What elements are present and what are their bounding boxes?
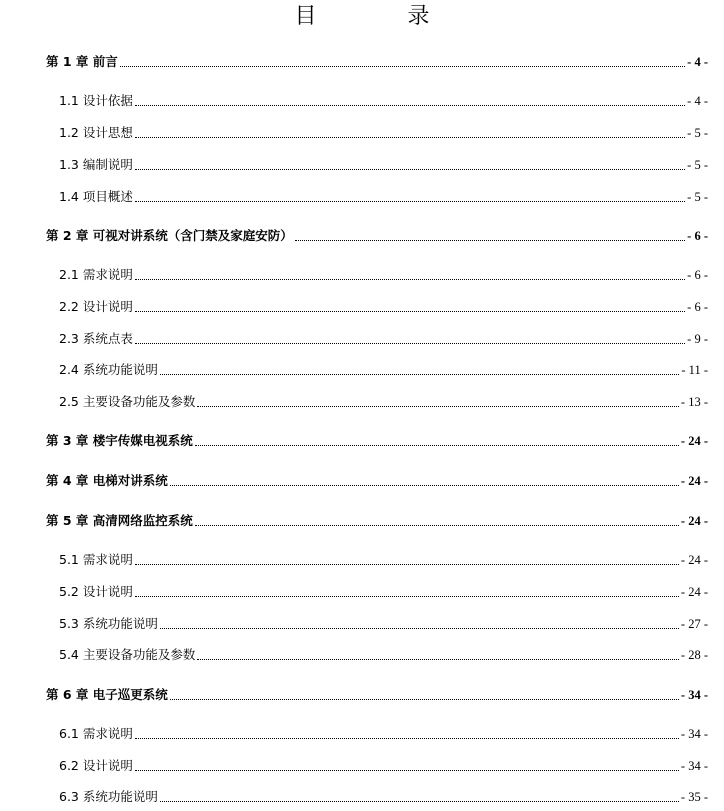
toc-entry-label: 2.5 主要设备功能及参数	[59, 394, 196, 409]
toc-entry-page-number: - 24 -	[680, 514, 708, 528]
toc-section-entry[interactable]	[59, 123, 708, 141]
toc-chapter-entry[interactable]	[46, 431, 708, 449]
toc-entry-label: 第 6 章 电子巡更系统	[46, 687, 168, 702]
toc-chapter-entry[interactable]	[46, 226, 708, 244]
toc-entry-page-number: - 24 -	[680, 585, 708, 599]
toc-dot-leader	[160, 374, 680, 375]
toc-chapter-entry[interactable]	[46, 685, 708, 703]
toc-entry-label: 2.2 设计说明	[59, 299, 133, 314]
toc-title: 目 录	[294, 4, 472, 29]
toc-entry-page-number: - 5 -	[687, 158, 708, 172]
toc-entry-page-number: - 6 -	[687, 268, 708, 282]
toc-entry-label: 1.2 设计思想	[59, 125, 133, 140]
toc-entry-label: 1.1 设计依据	[59, 93, 133, 108]
toc-dot-leader	[135, 564, 679, 565]
toc-entry-label: 第 5 章 高清网络监控系统	[46, 513, 193, 528]
toc-entry-label: 5.3 系统功能说明	[59, 616, 158, 631]
toc-entry-page-number: - 24 -	[680, 474, 708, 488]
toc-dot-leader	[170, 699, 679, 700]
toc-section-entry[interactable]	[59, 265, 708, 283]
toc-entry-page-number: - 4 -	[687, 55, 708, 69]
toc-entry-label: 2.1 需求说明	[59, 267, 133, 282]
toc-entry-label: 第 1 章 前言	[46, 54, 118, 69]
toc-entry-label: 1.3 编制说明	[59, 157, 133, 172]
toc-section-entry[interactable]	[59, 756, 708, 774]
toc-entry-page-number: - 13 -	[680, 395, 708, 409]
toc-entry-label: 5.1 需求说明	[59, 552, 133, 567]
toc-entry-page-number: - 27 -	[680, 617, 708, 631]
toc-section-entry[interactable]	[59, 187, 708, 205]
toc-entry-label: 6.3 系统功能说明	[59, 789, 158, 804]
toc-dot-leader	[135, 770, 679, 771]
toc-entry-page-number: - 11 -	[681, 363, 708, 377]
toc-dot-leader	[135, 343, 685, 344]
toc-entry-label: 第 2 章 可视对讲系统（含门禁及家庭安防）	[46, 228, 293, 243]
toc-dot-leader	[135, 105, 685, 106]
toc-entry-label: 5.2 设计说明	[59, 584, 133, 599]
toc-dot-leader	[197, 406, 679, 407]
toc-entry-label: 6.1 需求说明	[59, 726, 133, 741]
toc-dot-leader	[135, 596, 679, 597]
toc-entry-page-number: - 24 -	[680, 553, 708, 567]
toc-section-entry[interactable]	[59, 392, 708, 410]
toc-section-entry[interactable]	[59, 297, 708, 315]
toc-section-entry[interactable]	[59, 329, 708, 347]
toc-entry-page-number: - 5 -	[687, 190, 708, 204]
toc-section-entry[interactable]	[59, 360, 708, 378]
toc-entry-page-number: - 34 -	[680, 759, 708, 773]
toc-section-entry[interactable]	[59, 91, 708, 109]
toc-dot-leader	[135, 738, 679, 739]
toc-dot-leader	[170, 485, 679, 486]
toc-chapter-entry[interactable]	[46, 471, 708, 489]
toc-entry-label: 6.2 设计说明	[59, 758, 133, 773]
toc-entry-label: 2.3 系统点表	[59, 331, 133, 346]
toc-entry-page-number: - 28 -	[680, 648, 708, 662]
toc-entry-page-number: - 5 -	[687, 126, 708, 140]
toc-chapter-entry[interactable]	[46, 511, 708, 529]
toc-dot-leader	[135, 137, 685, 138]
toc-section-entry[interactable]	[59, 724, 708, 742]
toc-entry-page-number: - 35 -	[680, 790, 708, 804]
toc-entry-page-number: - 34 -	[680, 688, 708, 702]
toc-dot-leader	[120, 66, 685, 67]
toc-dot-leader	[135, 311, 685, 312]
toc-dot-leader	[160, 801, 679, 802]
toc-dot-leader	[135, 201, 685, 202]
toc-section-entry[interactable]	[59, 614, 708, 632]
toc-dot-leader	[195, 525, 679, 526]
toc-entry-page-number: - 24 -	[680, 434, 708, 448]
toc-dot-leader	[160, 628, 679, 629]
toc-entry-page-number: - 6 -	[687, 229, 708, 243]
toc-section-entry[interactable]	[59, 787, 708, 805]
toc-entry-label: 第 3 章 楼宇传媒电视系统	[46, 433, 193, 448]
toc-dot-leader	[295, 240, 685, 241]
toc-entry-label: 5.4 主要设备功能及参数	[59, 647, 196, 662]
toc-entry-page-number: - 34 -	[680, 727, 708, 741]
toc-entry-page-number: - 6 -	[687, 300, 708, 314]
toc-entry-label: 第 4 章 电梯对讲系统	[46, 473, 168, 488]
toc-chapter-entry[interactable]	[46, 52, 708, 70]
toc-dot-leader	[197, 659, 679, 660]
toc-entry-page-number: - 9 -	[687, 332, 708, 346]
toc-entry-page-number: - 4 -	[687, 94, 708, 108]
toc-entry-label: 1.4 项目概述	[59, 189, 133, 204]
toc-dot-leader	[135, 279, 685, 280]
toc-section-entry[interactable]	[59, 550, 708, 568]
toc-dot-leader	[195, 445, 679, 446]
toc-section-entry[interactable]	[59, 582, 708, 600]
toc-entry-label: 2.4 系统功能说明	[59, 362, 158, 377]
toc-dot-leader	[135, 169, 685, 170]
toc-section-entry[interactable]	[59, 645, 708, 663]
toc-section-entry[interactable]	[59, 155, 708, 173]
